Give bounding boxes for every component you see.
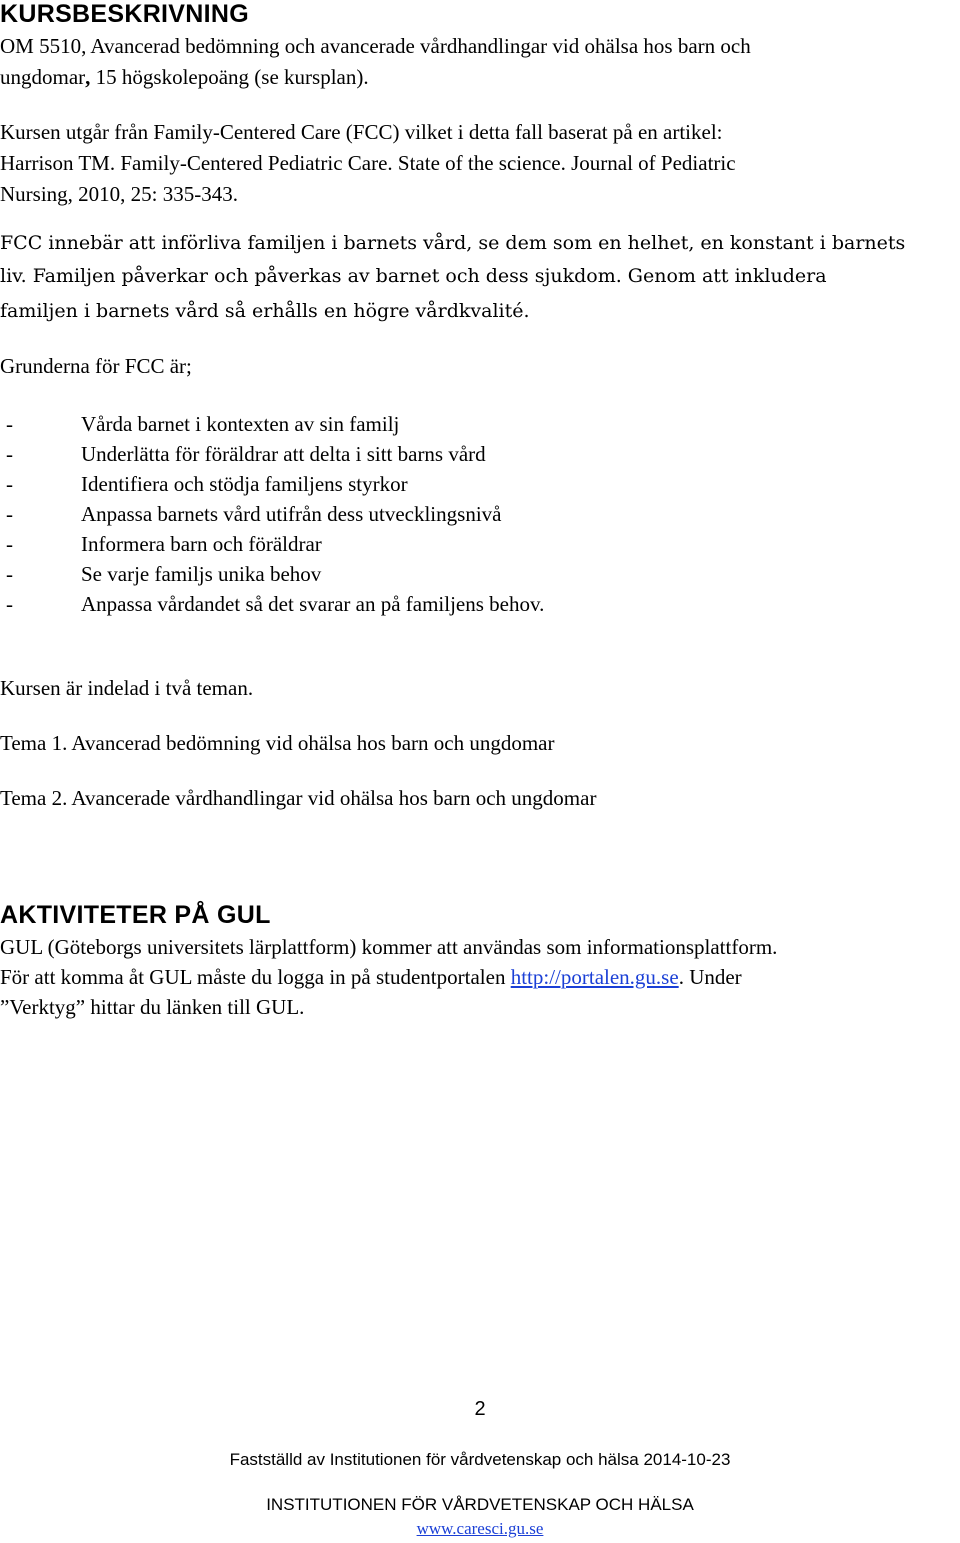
fcc-intro-line-2: Harrison TM. Family-Centered Pediatric Care. State of the science. Journal of Pediatric <box>0 151 736 175</box>
grunderna-intro: Grunderna för FCC är; <box>0 354 192 378</box>
list-item-text: Anpassa barnets vård utifrån dess utvecklingsnivå <box>81 502 502 526</box>
footer-website <box>0 1519 960 1539</box>
gul-line-3: ”Verktyg” hittar du länken till GUL. <box>0 995 305 1019</box>
fcc-definition-line-2: liv. Familjen påverkar och påverkas av barnet och dess sjukdom. Genom att inkludera <box>0 265 827 287</box>
fcc-definition-line-1: FCC innebär att införliva familjen i barnets vård, se dem som en helhet, en konstant i barnets <box>0 232 906 254</box>
list-item <box>6 532 322 557</box>
tema-2: Tema 2. Avancerade vårdhandlingar vid ohälsa hos barn och ungdomar <box>0 786 597 810</box>
bullet-dash: - <box>6 592 13 616</box>
bullet-dash: - <box>6 472 13 496</box>
list-item <box>6 472 408 497</box>
gul-line-2 <box>0 965 742 990</box>
fcc-intro-line-3: Nursing, 2010, 25: 335-343. <box>0 182 238 206</box>
list-item <box>6 592 544 617</box>
list-item <box>6 412 399 437</box>
course-line-2-b: 15 högskolepoäng (se kursplan). <box>90 65 369 89</box>
footer-established: Fastställd av Institutionen för vårdvetenskap och hälsa 2014-10-23 <box>229 1450 731 1469</box>
list-item <box>6 562 321 587</box>
teman-intro: Kursen är indelad i två teman. <box>0 676 254 700</box>
list-item-text: Se varje familjs unika behov <box>81 562 322 586</box>
section-heading-aktiviteter: AKTIVITETER PÅ GUL <box>0 901 271 929</box>
gul-line-2-a: För att komma åt GUL måste du logga in på studentportalen <box>0 965 511 989</box>
bullet-dash: - <box>6 412 13 436</box>
gul-line-2-b: . Under <box>678 965 742 989</box>
bullet-dash: - <box>6 442 13 466</box>
list-item-text: Informera barn och föräldrar <box>81 532 322 556</box>
list-item-text: Underlätta för föräldrar att delta i sitt barns vård <box>81 442 486 466</box>
list-item-text: Vårda barnet i kontexten av sin familj <box>81 412 400 436</box>
course-line-1: OM 5510, Avancerad bedömning och avancerade vårdhandlingar vid ohälsa hos barn och <box>0 34 751 58</box>
fcc-intro-line-1: Kursen utgår från Family-Centered Care (FCC) vilket i detta fall baserat på en artikel: <box>0 120 723 144</box>
course-line-2-comma: , <box>85 65 91 89</box>
bullet-dash: - <box>6 502 13 526</box>
list-item-text: Identifiera och stödja familjens styrkor <box>81 472 408 496</box>
bullet-dash: - <box>6 532 13 556</box>
tema-1: Tema 1. Avancerad bedömning vid ohälsa hos barn och ungdomar <box>0 731 555 755</box>
bullet-dash: - <box>6 562 13 586</box>
website-link[interactable]: www.caresci.gu.se <box>416 1519 544 1538</box>
section-heading-kursbeskrivning: KURSBESKRIVNING <box>0 0 249 28</box>
studentportalen-link[interactable]: http://portalen.gu.se <box>510 965 679 989</box>
list-item <box>6 442 486 467</box>
course-line-2 <box>0 65 369 90</box>
fcc-definition-line-3: familjen i barnets vård så erhålls en högre vårdkvalité. <box>0 300 530 322</box>
list-item-text: Anpassa vårdandet så det svarar an på familjens behov. <box>81 592 545 616</box>
list-item <box>6 502 501 527</box>
gul-line-1: GUL (Göteborgs universitets lärplattform) kommer att användas som informationsplattform. <box>0 935 778 959</box>
course-line-2-a: ungdomar <box>0 65 86 89</box>
page-number: 2 <box>474 1398 486 1420</box>
footer-institution: INSTITUTIONEN FÖR VÅRDVETENSKAP OCH HÄLSA <box>266 1495 694 1514</box>
